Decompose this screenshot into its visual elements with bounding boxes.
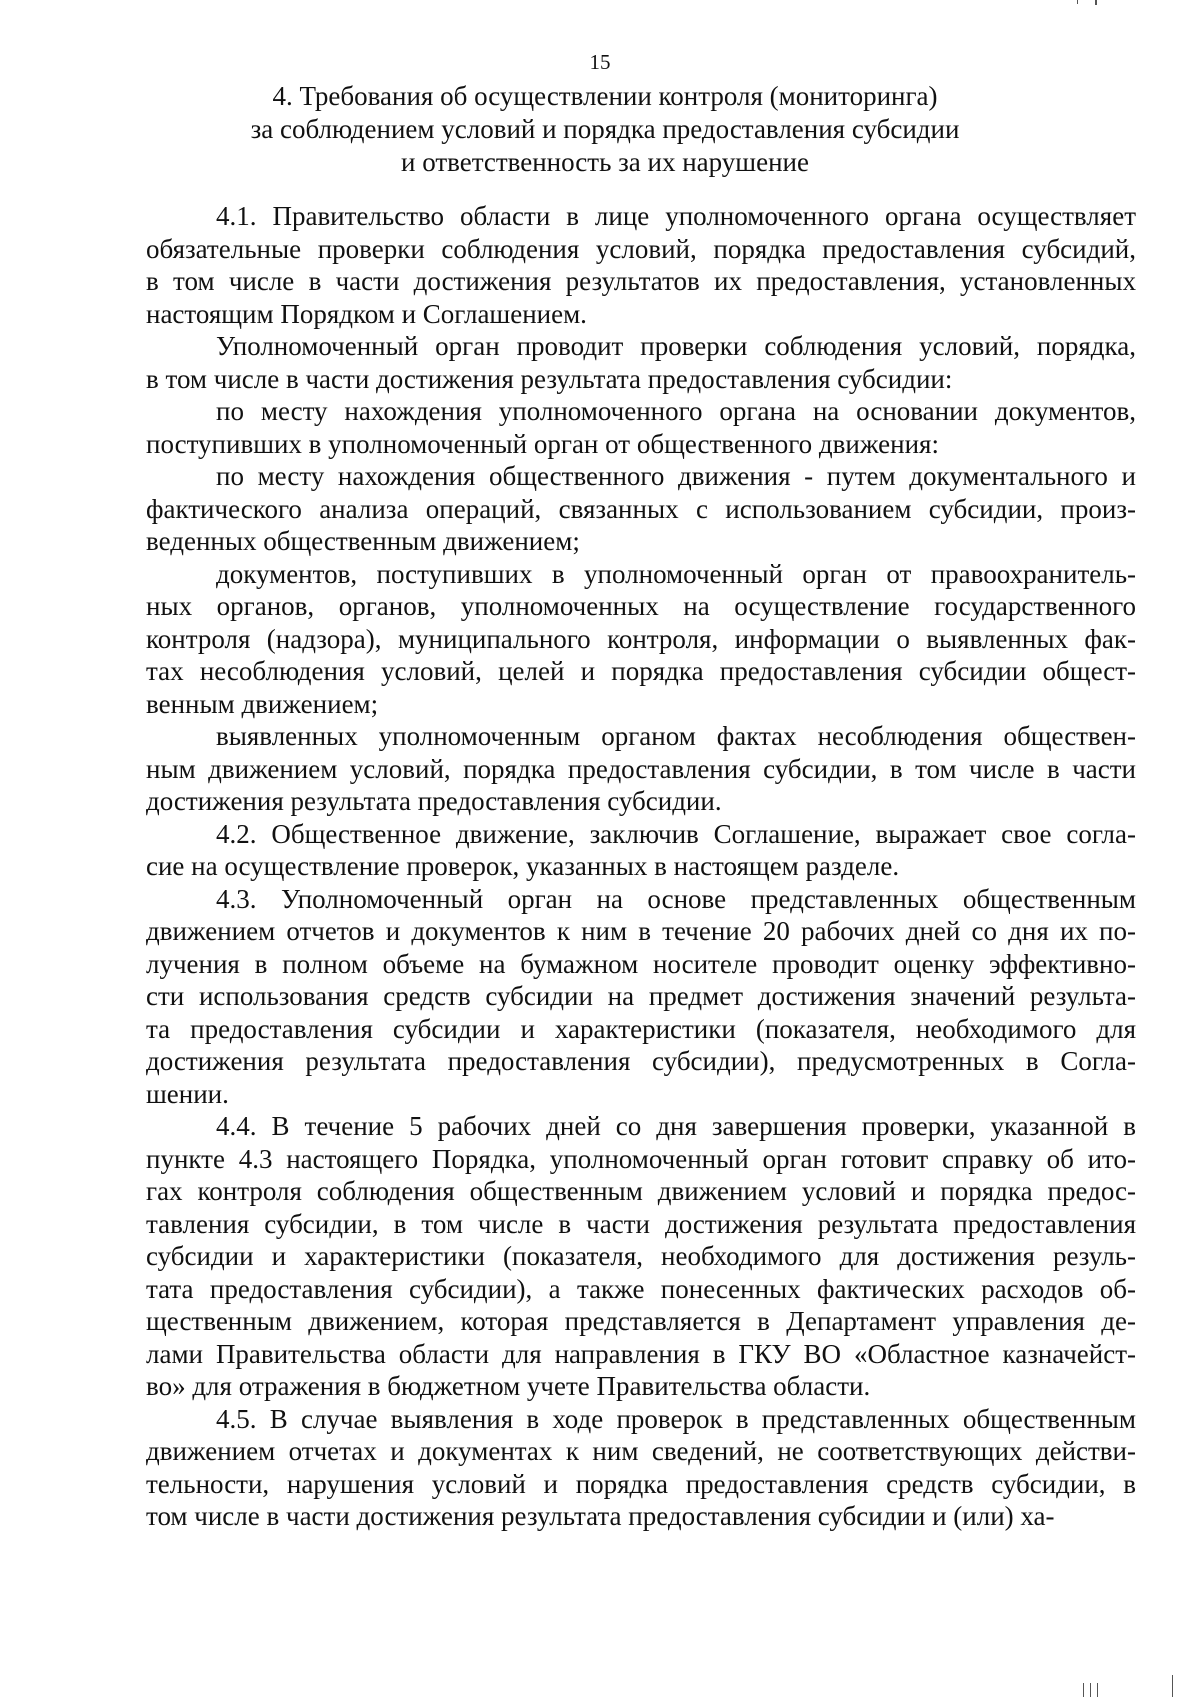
text-line: тах несоблюдения условий, целей и порядка предоставления субсидии общест- <box>146 656 1136 686</box>
text-line: 4.5. В случае выявления в ходе проверок в представленных общественным <box>216 1403 1136 1434</box>
text-line: выявленных уполномоченным органом фактах несоблюдения обществен- <box>216 721 1136 751</box>
text-line: достижения результата предоставления субсидии. <box>146 786 722 816</box>
heading-line: и ответственность за их нарушение <box>401 147 809 177</box>
scan-edge-mark <box>1097 1683 1098 1697</box>
text-line: 4.1. Правительство области в лице уполномоченного органа осуществляет <box>216 201 1136 231</box>
text-line: во» для отражения в бюджетном учете Правительства области. <box>146 1371 871 1401</box>
text-line: сие на осуществление проверок, указанных в настоящем разделе. <box>146 851 900 881</box>
scan-edge-mark <box>1095 0 1097 5</box>
text-line: 4.2. Общественное движение, заключив Соглашение, выражает свое согла- <box>216 818 1136 849</box>
paragraph <box>146 1110 1136 1403</box>
text-line: венным движением; <box>146 688 379 719</box>
text-line: поступивших в уполномоченный орган от общественного движения: <box>146 428 939 459</box>
text-line: движением отчетов и документов к ним в течение 20 рабочих дней со дня их по- <box>146 916 1136 946</box>
text-line: субсидии и характеристики (показателя, необходимого для достижения резуль- <box>146 1241 1136 1271</box>
scan-edge-mark <box>1083 1683 1084 1697</box>
text-line: Уполномоченный орган проводит проверки соблюдения условий, порядка, <box>216 331 1136 361</box>
text-line: сти использования средств субсидии на предмет достижения значений результа- <box>146 981 1136 1011</box>
text-line: документов, поступивших в уполномоченный орган от правоохранитель- <box>216 558 1136 589</box>
text-line: тавления субсидии, в том числе в части достижения результата предоставления <box>146 1208 1136 1239</box>
text-line: ных органов, органов, уполномоченных на осуществление государственного <box>146 591 1136 621</box>
text-line: в том числе в части достижения результата предоставления субсидии: <box>146 363 953 394</box>
text-line: тата предоставления субсидии), а также понесенных фактических расходов об- <box>146 1273 1136 1304</box>
paragraph <box>146 558 1136 721</box>
text-line: пункте 4.3 настоящего Порядка, уполномоченный орган готовит справку об ито- <box>146 1143 1136 1174</box>
paragraph <box>146 1403 1136 1533</box>
paragraph <box>146 330 1136 395</box>
text-line: по месту нахождения уполномоченного органа на основании документов, <box>216 396 1136 426</box>
text-line: щественным движением, которая представляется в Департамент управления де- <box>146 1306 1136 1336</box>
section-heading <box>140 80 1070 179</box>
text-line: гах контроля соблюдения общественным движением условий и порядка предос- <box>146 1176 1136 1206</box>
text-line: 4.4. В течение 5 рабочих дней со дня завершения проверки, указанной в <box>216 1111 1136 1141</box>
paragraph <box>146 395 1136 460</box>
text-line: тельности, нарушения условий и порядка предоставления средств субсидии, в <box>146 1468 1136 1499</box>
heading-line: за соблюдением условий и порядка предоставления субсидии <box>250 114 960 144</box>
text-line: том числе в части достижения результата предоставления субсидии и (или) ха- <box>146 1501 1055 1531</box>
paragraph <box>146 883 1136 1111</box>
text-line: по месту нахождения общественного движения - путем документального и <box>216 461 1136 491</box>
paragraph <box>146 200 1136 330</box>
text-line: контроля (надзора), муниципального контроля, информации о выявленных фак- <box>146 623 1136 654</box>
text-line: в том числе в части достижения результатов их предоставления, установленных <box>146 266 1136 296</box>
text-line: движением отчетах и документах к ним сведений, не соответствующих действи- <box>146 1436 1136 1466</box>
text-line: шении. <box>146 1078 229 1109</box>
text-line: 4.3. Уполномоченный орган на основе представленных общественным <box>216 883 1136 914</box>
text-line: достижения результата предоставления субсидии), предусмотренных в Согла- <box>146 1046 1136 1076</box>
text-line: настоящим Порядком и Соглашением. <box>146 298 587 329</box>
text-line: обязательные проверки соблюдения условий, порядка предоставления субсидий, <box>146 233 1136 264</box>
heading-line: 4. Требования об осуществлении контроля (мониторинга) <box>272 81 938 111</box>
text-line: та предоставления субсидии и характеристики (показателя, необходимого для <box>146 1013 1136 1044</box>
text-line: лучения в полном объеме на бумажном носителе проводит оценку эффективно- <box>146 948 1136 979</box>
paragraph <box>146 720 1136 818</box>
document-body <box>146 200 1136 1533</box>
text-line: веденных общественным движением; <box>146 526 580 556</box>
text-line: лами Правительства области для направления в ГКУ ВО «Областное казначейст- <box>146 1338 1136 1369</box>
text-line: ным движением условий, порядка предоставления субсидии, в том числе в части <box>146 753 1136 784</box>
paragraph <box>146 460 1136 558</box>
scan-edge-mark <box>1077 0 1078 4</box>
page-number: 15 <box>589 50 611 74</box>
scan-edge-mark <box>1090 1683 1091 1697</box>
text-line: фактического анализа операций, связанных с использованием субсидии, произ- <box>146 493 1136 524</box>
scan-edge-mark <box>1172 1675 1173 1697</box>
paragraph <box>146 818 1136 883</box>
